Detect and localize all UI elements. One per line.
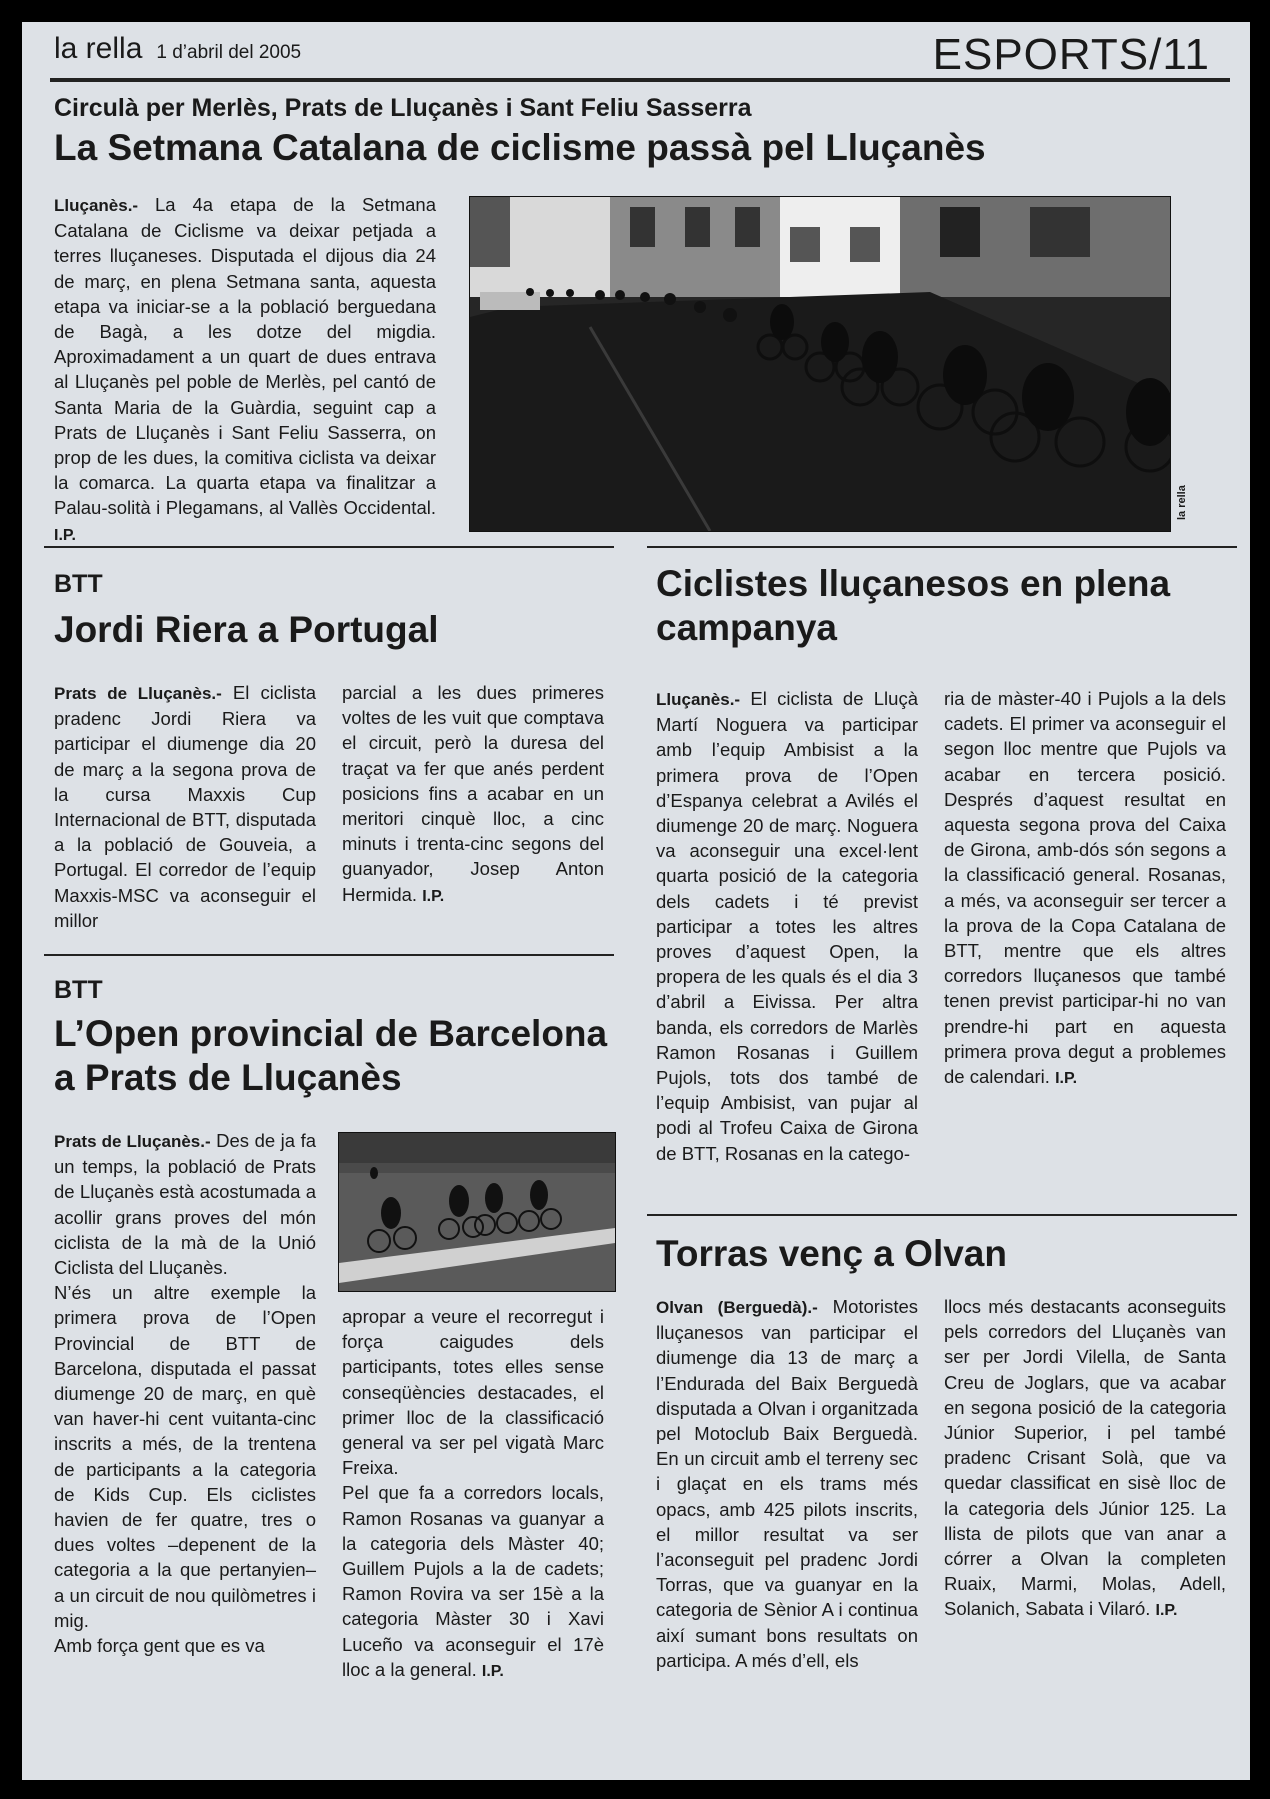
article3-signature: I.P. — [481, 1662, 504, 1680]
article4-signature: I.P. — [1055, 1070, 1078, 1088]
article4-title-line1: Ciclistes lluçanesos en plena — [656, 563, 1171, 604]
article1-kicker: Circulà per Merlès, Prats de Lluçanès i Sant Feliu Sasserra — [54, 94, 752, 122]
cyclists-street-illustration — [470, 197, 1170, 531]
mountain-bike-photo — [338, 1132, 616, 1292]
article2-col1: Prats de Lluçanès.- El ciclista pradenc Jordi Riera va participar el diumenge dia 20 de març a la segona prova de la cursa Maxxis Cup Internacional de BTT, disputada a la població de Gouveia, a Portugal. El corredor de l’equip Maxxis-MSC va aconseguir el millor — [54, 682, 316, 931]
article1-signature: I.P. — [54, 526, 76, 544]
article3-title — [54, 1012, 607, 1100]
cyclists-street-photo — [469, 196, 1171, 532]
rule-left-2 — [44, 954, 614, 956]
article4-title — [656, 562, 1170, 650]
article3-kicker: BTT — [54, 976, 103, 1004]
article3-title-line2: a Prats de Lluçanès — [54, 1057, 402, 1098]
section-page-label: ESPORTS/11 — [932, 30, 1210, 79]
publication-name: la rella — [54, 32, 143, 65]
article3-col1-p2: N’és un altre exemple la primera prova de l’Open Provincial de BTT de Barcelona, disputada el passat diumenge 20 de març, en què van haver-hi cent vuitanta-cinc inscrits a més, de la trentena de participants a la categoria de Kids Cup. Els ciclistes havien de fer quatre, tres o dues voltes –depenent de la categoria a la que pertanyien– a un circuit de nou quilòmetres i mig. — [54, 1282, 316, 1631]
header-rule — [50, 78, 1230, 82]
article2-lead: Prats de Lluçanès.- — [54, 684, 222, 703]
article5-col1: Olvan (Berguedà).- Motoristes lluçanesos van participar el diumenge dia 13 de març a l’Endurada del Baix Berguedà disputada a Olvan i organitzada pel Motoclub Baix Berguedà. En un circuit amb el terreny sec i glaçat en els trams més opacs, amb 425 pilots inscrits, el millor resultat va ser l’aconseguit pel pradenc Jordi Torras, que va guanyar en la categoria de Sènior A i continua així sumant bons resultats on participa. A més d’ell, els — [656, 1296, 918, 1671]
issue-date: 1 d’abril del 2005 — [156, 42, 302, 63]
article3-col2-p1: apropar a veure el recorregut i força caigudes dels participants, totes elles sense conseqüències destacades, el primer lloc de la classificació general va ser pel vigatà Marc Freixa. — [342, 1306, 604, 1479]
article3-col2: apropar a veure el recorregut i força caigudes dels participants, totes elles sense conseqüències destacades, el primer lloc de la classificació general va ser pel vigatà Marc Freixa. Pel que fa a corredors locals, Ramon Rosanas va guanyar a la categoria dels Màster 40; Guillem Pujols a la de cadets; Ramon Rovira va ser 15è a la categoria Màster 30 i Xavi Luceño va aconseguir el 17è lloc a la general. I.P. — [342, 1306, 604, 1680]
article2-kicker: BTT — [54, 570, 103, 598]
article4-title-line2: campanya — [656, 607, 837, 648]
article4-col2: ria de màster-40 i Pujols a la dels cadets. El primer va aconseguir el segon lloc mentre que Pujols va acabar en tercera posició. Després d’aquest resultat en aquesta segona prova del Caixa de Girona, amb-dós són segons a la classificació general. Rosanas, a més, va aconseguir ser tercer a la prova de la Copa Catalana de BTT, mentre que els altres corredors lluçanesos que també tenen previst participar-hi no van prendre-hi part en aquesta primera prova degut a problemes de calendari. I.P. — [944, 688, 1226, 1088]
mountain-bike-illustration — [339, 1133, 615, 1291]
article2-signature: I.P. — [422, 887, 445, 905]
photo-credit: la rella — [1176, 485, 1188, 520]
article1-body: Lluçanès.- La 4a etapa de la Setmana Catalana de Ciclisme va deixar petjada a terres lluçaneses. Disputada el dijous dia 24 de març, en plena Setmana santa, aquesta etapa va iniciar-se a la població berguedana de Bagà, a les dotze del migdia. Aproximadament a un quart de dues entrava al Lluçanès pel poble de Merlès, pel cantó de Santa Maria de la Guàrdia, seguint cap a Prats de Lluçanès i Sant Feliu Sasserra, on prop de les dues, la comitiva ciclista va deixar la comarca. La quarta etapa va finalitzar a Palau-solità i Plegamans, al Vallès Occidental. I.P. — [54, 194, 436, 544]
article4-lead: Lluçanès.- — [656, 690, 741, 709]
article5-lead: Olvan (Berguedà).- — [656, 1298, 818, 1317]
article5-title: Torras venç a Olvan — [656, 1233, 1007, 1274]
article3-col1-p3: Amb força gent que es va — [54, 1635, 265, 1657]
rule-left-1 — [44, 546, 614, 548]
article4-col1: Lluçanès.- El ciclista de Lluçà Martí Noguera va participar amb l’equip Ambisist a la primera prova de l’Open d’Espanya celebrat a Avilés el diumenge 20 de març. Noguera va aconseguir una excel·lent quarta posició de la categoria dels cadets i té previst participar a totes les altres proves d’aquest Open, la propera de les quals és el dia 3 d’abril a Eivissa. Per altra banda, els corredors de Marlès Ramon Rosanas i Guillem Pujols, tots dos també de l’equip Ambisist, van pujar al podi al Trofeu Caixa de Girona de BTT, Rosanas en la catego- — [656, 688, 918, 1164]
article1-lead: Lluçanès.- — [54, 196, 139, 215]
rule-right-2 — [647, 1214, 1237, 1216]
rule-right-1 — [647, 546, 1237, 548]
article3-title-line1: L’Open provincial de Barcelona — [54, 1013, 608, 1054]
article2-col2: parcial a les dues primeres voltes de les vuit que comptava el circuit, però la duresa del traçat va fer que anés perdent posicions fins a acabar en un meritori cinquè lloc, a cinc minuts i trenta-cinc segons del guanyador, Josep Anton Hermida. I.P. — [342, 682, 604, 905]
article5-signature: I.P. — [1155, 1602, 1178, 1620]
article5-col2: llocs més destacants aconseguits pels corredors del Lluçanès van ser per Jordi Vilella, de Santa Creu de Joglars, que va acabar en segona posició de la categoria Júnior Superior, i pel també pradenc Crisant Solà, que va quedar classificat en sisè lloc de la categoria dels Júnior 125. La llista de pilots que van anar a córrer a Olvan la completen Ruaix, Marmi, Molas, Adell, Solanich, Sabata i Vilaró. I.P. — [944, 1296, 1226, 1620]
article1-title: La Setmana Catalana de ciclisme passà pel Lluçanès — [54, 127, 986, 168]
masthead — [54, 32, 301, 66]
article3-lead: Prats de Lluçanès.- — [54, 1132, 211, 1151]
article3-col1-top: Prats de Lluçanès.- Des de ja fa un temps, la població de Prats de Lluçanès està acostumada a acollir grans proves del món ciclista de la mà de la Unió Ciclista del Lluçanès. N’és un altre exemple la primera prova de l’Open Provincial de BTT de Barcelona, disputada el passat diumenge 20 de març, en què van haver-hi cent vuitanta-cinc inscrits a més, de la trentena de participants a la categoria de Kids Cup. Els ciclistes havien de fer quatre, tres o dues voltes –depenent de la categoria a la que pertanyien– a un circuit de nou quilòmetres i mig. Amb força gent que es va — [54, 1128, 316, 1658]
article2-title: Jordi Riera a Portugal — [54, 609, 439, 650]
newspaper-page — [22, 22, 1250, 1780]
